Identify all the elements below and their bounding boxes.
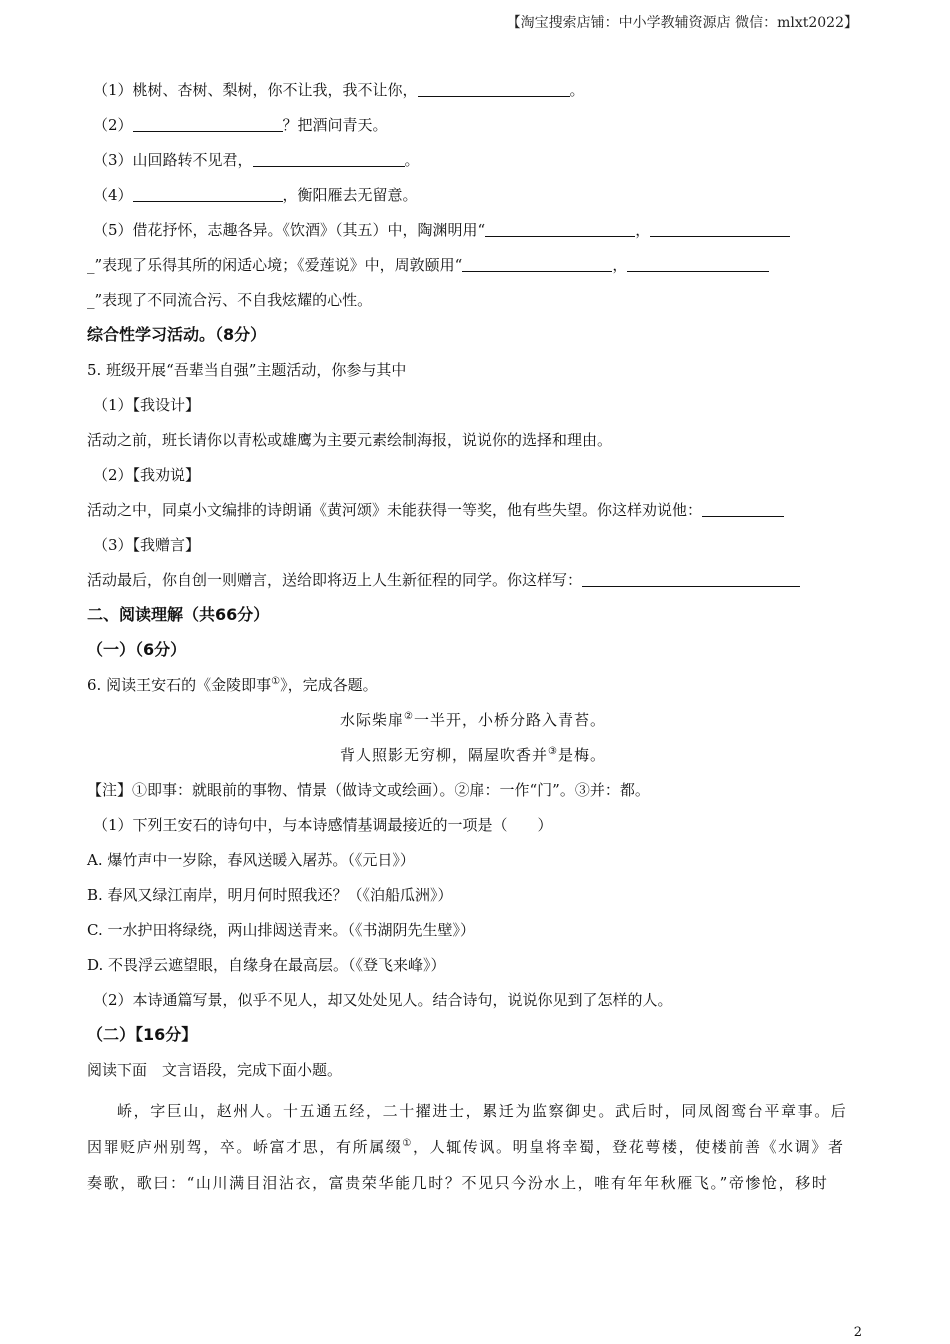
answer-blank[interactable] — [485, 220, 635, 237]
fill-question-2: （2） ？把酒问青天。 — [93, 116, 388, 134]
question-5-part-3-label: （3）【我赠言】 — [93, 536, 201, 554]
page-number: 2 — [853, 1325, 862, 1340]
classical-intro: 阅读下面 文言语段，完成下面小题。 — [87, 1061, 343, 1079]
answer-blank[interactable] — [462, 255, 612, 272]
classical-passage: 峤，字巨山，赵州人。十五通五经，二十擢进士，累迁为监察御史。武后时，同凤阁鸾台平章事。后因罪贬庐州别驾，卒。峤富才思，有所属缀①，人辄传讽。明皇将幸蜀，登花萼楼，使楼前善《水调》者奏歌，歌曰：“山川满目泪沾衣，富贵荣华能几时？不见只今汾水上，唯有年年秋雁飞。”帝惨怆，移时 — [87, 1102, 848, 1192]
part-2-heading: （二）【16分】 — [87, 1025, 198, 1044]
answer-blank[interactable] — [133, 115, 283, 132]
fill-question-5-end: _”表现了不同流合污、不自我炫耀的心性。 — [87, 291, 373, 309]
option-c: C. 一水护田将绿绕，两山排闼送青来。（《书湖阴先生壁》） — [87, 921, 475, 939]
question-6-title: 6. 阅读王安石的《金陵即事①》，完成各题。 — [87, 676, 378, 694]
answer-blank[interactable] — [702, 500, 784, 517]
page-header: 【淘宝搜索店铺：中小学教辅资源店 微信：mlxt2022】 — [506, 15, 858, 31]
answer-blank[interactable] — [650, 220, 790, 237]
question-6-sub-1: （1）下列王安石的诗句中，与本诗感情基调最接近的一项是（ ） — [93, 816, 553, 834]
question-5-part-1-text: 活动之前，班长请你以青松或雄鹰为主要元素绘制海报，说说你的选择和理由。 — [87, 431, 613, 449]
part-1-heading: （一）（6分） — [87, 640, 187, 659]
question-5-part-2-text: 活动之中，同桌小文编排的诗朗诵《黄河颂》未能获得一等奖，他有些失望。你这样劝说他： — [87, 498, 859, 522]
question-5-title: 5. 班级开展“吾辈当自强”主题活动，你参与其中 — [87, 361, 407, 379]
section-activity-heading: 综合性学习活动。（8分） — [87, 325, 267, 344]
answer-blank[interactable] — [627, 255, 769, 272]
answer-blank[interactable] — [582, 570, 800, 587]
question-5-part-3-text: 活动最后，你自创一则赠言，送给即将迈上人生新征程的同学。你这样写： — [87, 568, 859, 592]
fill-question-4: （4） ，衡阳雁去无留意。 — [93, 186, 418, 204]
poem-notes: 【注】①即事：就眼前的事物、情景（做诗文或绘画）。②扉：一作“门”。③并：都。 — [87, 781, 650, 799]
answer-blank[interactable] — [418, 80, 570, 97]
section-reading-heading: 二、阅读理解（共66分） — [87, 605, 270, 624]
option-d: D. 不畏浮云遮望眼，自缘身在最高层。（《登飞来峰》） — [87, 956, 446, 974]
answer-blank[interactable] — [133, 185, 283, 202]
question-5-part-2-label: （2）【我劝说】 — [93, 466, 201, 484]
fill-question-5-cont: _”表现了乐得其所的闲适心境；《爱莲说》中，周敦颐用“ ， — [87, 253, 859, 277]
fill-question-1: （1）桃树、杏树、梨树，你不让我，我不让你， 。 — [93, 81, 585, 99]
poem-line-2: 背人照影无穷柳，隔屋吹香并③是梅。 — [340, 746, 606, 764]
question-6-sub-2: （2）本诗通篇写景，似乎不见人，却又处处见人。结合诗句，说说你见到了怎样的人。 — [93, 991, 673, 1009]
option-a: A. 爆竹声中一岁除，春风送暖入屠苏。（《元日》） — [87, 851, 415, 869]
fill-question-5: （5）借花抒怀，志趣各异。《饮酒》（其五）中，陶渊明用“ ， — [87, 218, 859, 242]
page-content — [87, 78, 859, 1201]
fill-question-3: （3）山回路转不见君， 。 — [93, 151, 420, 169]
poem-line-1: 水际柴扉②一半开，小桥分路入青苔。 — [340, 711, 606, 729]
question-5-part-1-label: （1）【我设计】 — [93, 396, 201, 414]
answer-blank[interactable] — [253, 150, 405, 167]
option-b: B. 春风又绿江南岸，明月何时照我还？（《泊船瓜洲》） — [87, 886, 453, 904]
